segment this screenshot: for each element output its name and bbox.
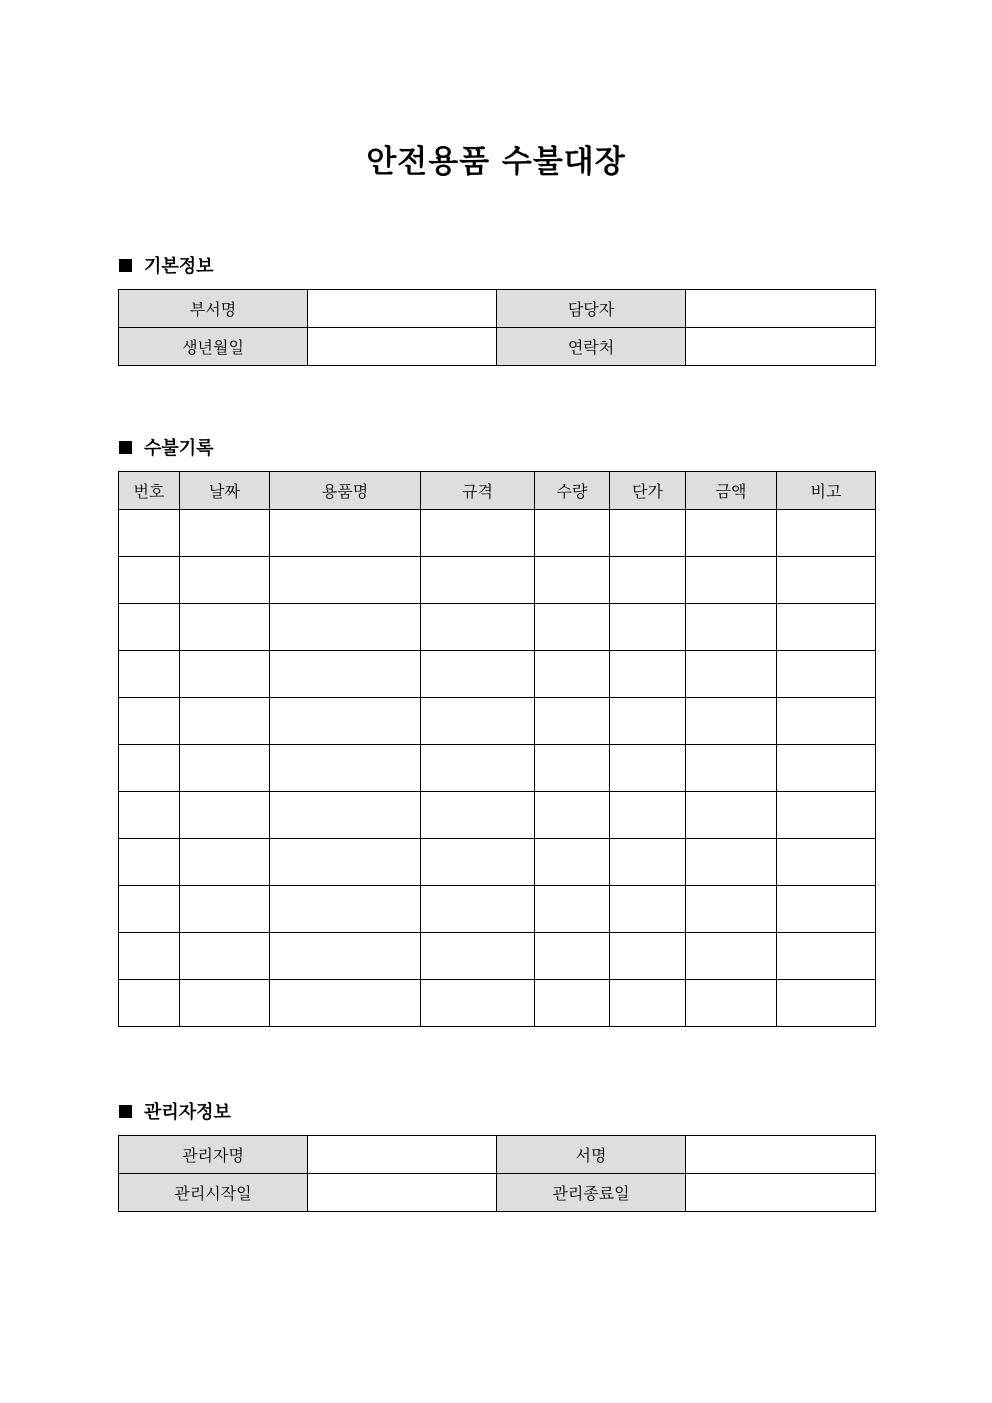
column-header-spec: 규격 — [421, 472, 535, 510]
page-title: 안전용품 수불대장 — [366, 144, 626, 180]
table-row — [119, 933, 876, 980]
label-manager-name: 관리자명 — [119, 1136, 308, 1174]
cell-number[interactable] — [119, 698, 180, 745]
manager-name-field[interactable] — [308, 1136, 497, 1174]
cell-remarks[interactable] — [777, 839, 876, 886]
cell-date[interactable] — [180, 651, 270, 698]
cell-number[interactable] — [119, 886, 180, 933]
cell-spec[interactable] — [421, 557, 535, 604]
cell-spec[interactable] — [421, 745, 535, 792]
square-bullet-icon — [119, 1105, 132, 1118]
cell-date[interactable] — [180, 886, 270, 933]
cell-number[interactable] — [119, 980, 180, 1027]
cell-quantity[interactable] — [535, 933, 610, 980]
person-in-charge-field[interactable] — [686, 290, 876, 328]
cell-quantity[interactable] — [535, 651, 610, 698]
cell-quantity[interactable] — [535, 510, 610, 557]
cell-unit-price[interactable] — [610, 886, 686, 933]
column-header-quantity: 수량 — [535, 472, 610, 510]
section-basic-info — [119, 253, 214, 277]
basic-info-table — [118, 289, 876, 366]
cell-unit-price[interactable] — [610, 651, 686, 698]
table-row — [119, 510, 876, 557]
label-person-in-charge: 담당자 — [497, 290, 686, 328]
cell-quantity[interactable] — [535, 839, 610, 886]
manager-info-table — [118, 1135, 876, 1212]
section-heading: 관리자정보 — [144, 1102, 231, 1123]
cell-spec[interactable] — [421, 510, 535, 557]
table-row — [119, 604, 876, 651]
column-header-remarks: 비고 — [777, 472, 876, 510]
column-header-amount: 금액 — [686, 472, 777, 510]
department-field[interactable] — [308, 290, 497, 328]
cell-spec[interactable] — [421, 792, 535, 839]
cell-remarks[interactable] — [777, 980, 876, 1027]
cell-number[interactable] — [119, 604, 180, 651]
cell-spec[interactable] — [421, 886, 535, 933]
cell-date[interactable] — [180, 980, 270, 1027]
cell-item-name[interactable] — [270, 604, 421, 651]
cell-unit-price[interactable] — [610, 557, 686, 604]
cell-item-name[interactable] — [270, 651, 421, 698]
cell-remarks[interactable] — [777, 745, 876, 792]
records-table — [118, 471, 876, 1027]
cell-spec[interactable] — [421, 839, 535, 886]
section-manager-info — [119, 1099, 231, 1123]
cell-item-name[interactable] — [270, 745, 421, 792]
cell-remarks[interactable] — [777, 557, 876, 604]
cell-remarks[interactable] — [777, 792, 876, 839]
cell-unit-price[interactable] — [610, 792, 686, 839]
section-heading: 수불기록 — [144, 438, 214, 459]
cell-quantity[interactable] — [535, 980, 610, 1027]
cell-unit-price[interactable] — [610, 604, 686, 651]
cell-quantity[interactable] — [535, 745, 610, 792]
cell-remarks[interactable] — [777, 886, 876, 933]
table-row — [119, 1174, 876, 1212]
cell-amount[interactable] — [686, 886, 777, 933]
cell-remarks[interactable] — [777, 604, 876, 651]
cell-date[interactable] — [180, 604, 270, 651]
table-row — [119, 792, 876, 839]
table-row — [119, 698, 876, 745]
cell-item-name[interactable] — [270, 980, 421, 1027]
cell-number[interactable] — [119, 651, 180, 698]
cell-amount[interactable] — [686, 933, 777, 980]
cell-quantity[interactable] — [535, 698, 610, 745]
cell-remarks[interactable] — [777, 651, 876, 698]
cell-amount[interactable] — [686, 604, 777, 651]
management-end-date-field[interactable] — [686, 1174, 876, 1212]
table-row — [119, 886, 876, 933]
table-row — [119, 328, 876, 366]
table-row — [119, 839, 876, 886]
column-header-item-name: 용품명 — [270, 472, 421, 510]
label-department: 부서명 — [119, 290, 308, 328]
cell-number[interactable] — [119, 557, 180, 604]
contact-field[interactable] — [686, 328, 876, 366]
cell-spec[interactable] — [421, 651, 535, 698]
cell-date[interactable] — [180, 839, 270, 886]
cell-spec[interactable] — [421, 980, 535, 1027]
section-records — [119, 435, 214, 459]
table-row — [119, 557, 876, 604]
cell-remarks[interactable] — [777, 933, 876, 980]
cell-date[interactable] — [180, 557, 270, 604]
cell-quantity[interactable] — [535, 557, 610, 604]
cell-item-name[interactable] — [270, 557, 421, 604]
cell-unit-price[interactable] — [610, 933, 686, 980]
cell-number[interactable] — [119, 792, 180, 839]
cell-spec[interactable] — [421, 604, 535, 651]
table-row — [119, 651, 876, 698]
cell-number[interactable] — [119, 745, 180, 792]
cell-amount[interactable] — [686, 980, 777, 1027]
label-management-start-date: 관리시작일 — [119, 1174, 308, 1212]
cell-unit-price[interactable] — [610, 510, 686, 557]
cell-remarks[interactable] — [777, 510, 876, 557]
cell-item-name[interactable] — [270, 839, 421, 886]
table-row — [119, 745, 876, 792]
label-signature: 서명 — [497, 1136, 686, 1174]
cell-number[interactable] — [119, 510, 180, 557]
square-bullet-icon — [119, 441, 132, 454]
cell-date[interactable] — [180, 698, 270, 745]
cell-remarks[interactable] — [777, 698, 876, 745]
cell-date[interactable] — [180, 510, 270, 557]
label-management-end-date: 관리종료일 — [497, 1174, 686, 1212]
label-birthdate: 생년월일 — [119, 328, 308, 366]
label-contact: 연락처 — [497, 328, 686, 366]
cell-date[interactable] — [180, 933, 270, 980]
cell-quantity[interactable] — [535, 886, 610, 933]
cell-amount[interactable] — [686, 792, 777, 839]
cell-date[interactable] — [180, 745, 270, 792]
cell-unit-price[interactable] — [610, 745, 686, 792]
column-header-unit-price: 단가 — [610, 472, 686, 510]
table-row — [119, 980, 876, 1027]
cell-quantity[interactable] — [535, 792, 610, 839]
cell-amount[interactable] — [686, 839, 777, 886]
cell-number[interactable] — [119, 933, 180, 980]
cell-amount[interactable] — [686, 557, 777, 604]
table-row — [119, 1136, 876, 1174]
cell-item-name[interactable] — [270, 510, 421, 557]
cell-quantity[interactable] — [535, 604, 610, 651]
cell-amount[interactable] — [686, 651, 777, 698]
cell-unit-price[interactable] — [610, 698, 686, 745]
cell-amount[interactable] — [686, 510, 777, 557]
square-bullet-icon — [119, 259, 132, 272]
table-header-row — [119, 472, 876, 510]
column-header-number: 번호 — [119, 472, 180, 510]
table-row — [119, 290, 876, 328]
signature-field[interactable] — [686, 1136, 876, 1174]
cell-unit-price[interactable] — [610, 839, 686, 886]
cell-item-name[interactable] — [270, 933, 421, 980]
cell-unit-price[interactable] — [610, 980, 686, 1027]
cell-item-name[interactable] — [270, 792, 421, 839]
column-header-date: 날짜 — [180, 472, 270, 510]
cell-item-name[interactable] — [270, 698, 421, 745]
cell-number[interactable] — [119, 839, 180, 886]
cell-date[interactable] — [180, 792, 270, 839]
cell-spec[interactable] — [421, 933, 535, 980]
section-heading: 기본정보 — [144, 256, 214, 277]
cell-spec[interactable] — [421, 698, 535, 745]
cell-item-name[interactable] — [270, 886, 421, 933]
cell-amount[interactable] — [686, 745, 777, 792]
birthdate-field[interactable] — [308, 328, 497, 366]
management-start-date-field[interactable] — [308, 1174, 497, 1212]
cell-amount[interactable] — [686, 698, 777, 745]
